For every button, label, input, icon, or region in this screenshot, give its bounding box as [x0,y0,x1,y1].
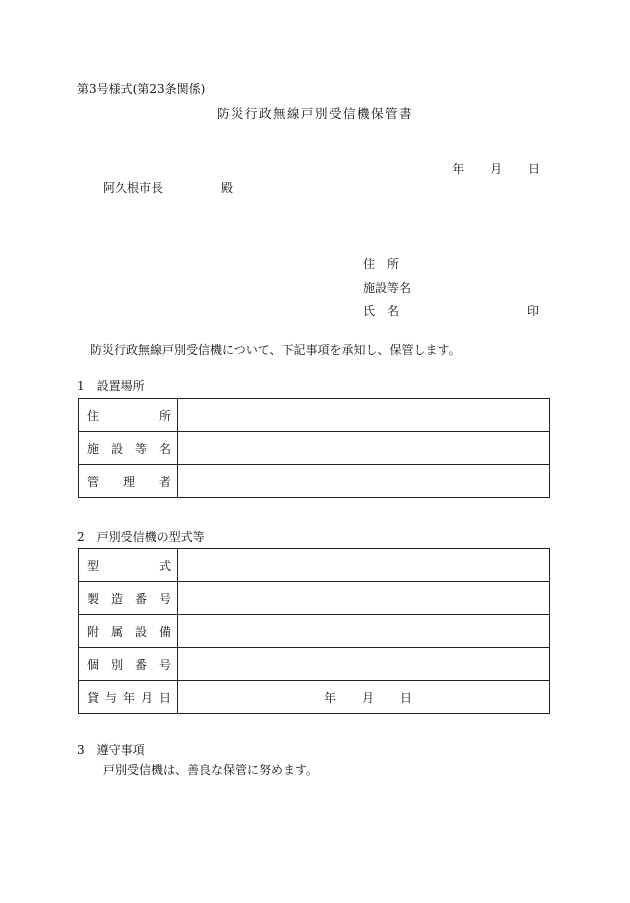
date-line [430,160,540,177]
section1-heading: 1 設置場所 [77,379,145,393]
row-value-field[interactable] [178,549,550,582]
applicant-name [363,302,543,319]
document-title: 防災行政無線戸別受信機保管書 [216,106,413,121]
row-label [79,582,178,615]
date-month: 月 [490,162,503,176]
table-row [79,465,550,498]
applicant-name-label: 氏 名 [363,304,400,318]
addressee [103,179,233,196]
table-row [79,549,550,582]
row-label-char: 附 [87,624,100,639]
row-value-field[interactable] [178,432,550,465]
row-value-field[interactable] [178,681,550,714]
row-label-char: 個 [87,657,100,672]
lending-date-year: 年 [324,690,337,705]
row-value-field[interactable] [178,399,550,432]
compliance-text: 戸別受信機は、善良な保管に努めます。 [103,763,319,777]
table-row [79,399,550,432]
row-label-char: 住 [87,408,100,423]
row-label-char: 施 [87,441,100,456]
seal-mark: 印 [527,304,540,318]
row-label-char: 者 [158,474,171,489]
row-label-char: 造 [110,591,123,606]
row-value-field[interactable] [178,615,550,648]
addressee-honorific: 殿 [221,181,234,195]
row-label [79,681,178,714]
section3-heading: 3 遵守事項 [77,743,145,757]
table-row [79,615,550,648]
row-label-char: 貸 [87,690,100,705]
row-label-char: 番 [134,591,147,606]
section2-heading: 2 戸別受信機の型式等 [77,530,205,544]
row-label-char: 年 [122,690,135,705]
row-label-char: 理 [122,474,135,489]
row-label-char: 管 [87,474,100,489]
row-label [79,399,178,432]
table-row [79,582,550,615]
row-label [79,465,178,498]
table-row [79,681,550,714]
form-number: 第3号様式(第23条関係) [77,82,206,96]
row-label-char: 式 [158,558,171,573]
table-row [79,432,550,465]
row-label-char: 等 [134,441,147,456]
row-label-char: 号 [158,657,171,672]
row-label [79,615,178,648]
addressee-name: 阿久根市長 [103,181,164,195]
row-label-char: 番 [134,657,147,672]
table-row [79,648,550,681]
row-label-char: 号 [158,591,171,606]
receiver-model-table [78,548,550,714]
applicant-address-label: 住 所 [363,257,400,271]
row-label-char: 名 [158,441,171,456]
row-label-char: 与 [104,690,117,705]
row-label-char: 所 [158,408,171,423]
row-value-field[interactable] [178,582,550,615]
row-label-char: 設 [110,441,123,456]
row-label-char: 属 [110,624,123,639]
row-label-char: 製 [87,591,100,606]
row-label [79,432,178,465]
row-label [79,648,178,681]
lending-date-month: 月 [362,690,375,705]
row-value-field[interactable] [178,648,550,681]
row-label-char: 備 [158,624,171,639]
row-label-char: 設 [134,624,147,639]
lending-date-day: 日 [400,690,413,705]
intro-text: 防災行政無線戸別受信機について、下記事項を承知し、保管します。 [90,343,461,357]
row-label-char: 日 [158,690,171,705]
row-label-char: 別 [110,657,123,672]
date-year: 年 [452,162,465,176]
row-value-field[interactable] [178,465,550,498]
row-label-char: 月 [140,690,153,705]
applicant-address [363,255,543,272]
row-label [79,549,178,582]
installation-location-table [78,398,550,498]
date-day: 日 [527,162,540,176]
applicant-facility [363,279,543,296]
row-label-char: 型 [87,558,100,573]
applicant-facility-label: 施設等名 [363,281,412,295]
